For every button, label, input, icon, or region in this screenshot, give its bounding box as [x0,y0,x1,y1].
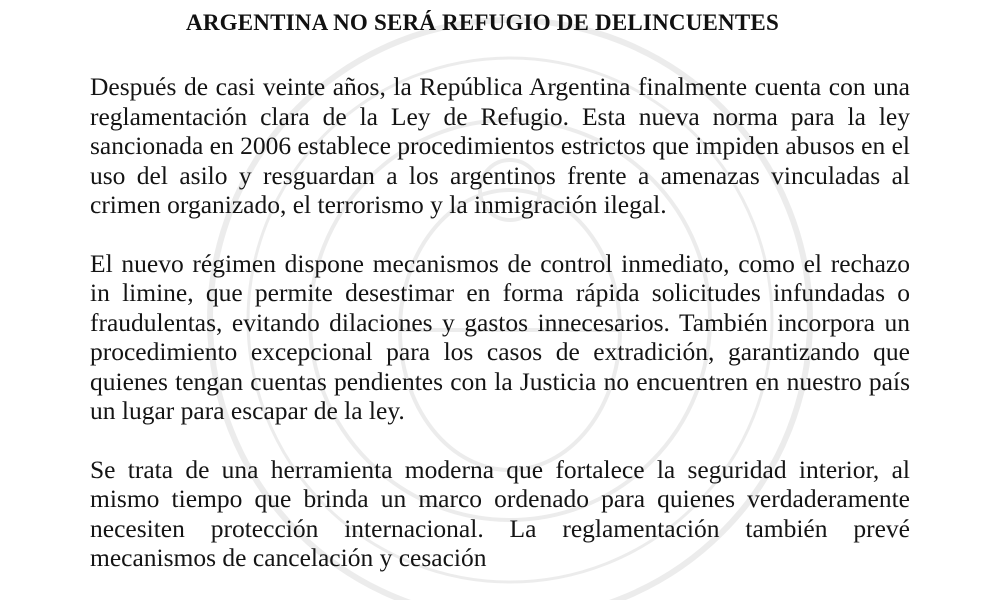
paragraph-1: Después de casi veinte años, la República Argentina finalmente cuenta con una reglamentación clara de la Ley de Refugio. Esta nueva norma para la ley sancionada en 2006 establece procedimientos estrictos que impiden abusos en el uso del asilo y resguardan a los argentinos frente a amenazas vinculadas al crimen organizado, el terrorismo y la inmigración ilegal. [90,72,910,219]
document-title: ARGENTINA NO SERÁ REFUGIO DE DELINCUENTES [186,10,779,35]
paragraph-2: El nuevo régimen dispone mecanismos de control inmediato, como el rechazo in limine, que permite desestimar en forma rápida solicitudes infundadas o fraudulentas, evitando dilaciones y gastos innecesarios. También incorpora un procedimiento excepcional para los casos de extradición, garantizando que quienes tengan cuentas pendientes con la Justicia no encuentren en nuestro país un lugar para escapar de la ley. [90,248,910,425]
document-body [90,72,910,600]
paragraph-3: Se trata de una herramienta moderna que fortalece la seguridad interior, al mismo tiempo que brinda un marco ordenado para quienes verdaderamente necesiten protección internacional. La reglamentación también prevé mecanismos de cancelación y cesación [90,454,910,572]
